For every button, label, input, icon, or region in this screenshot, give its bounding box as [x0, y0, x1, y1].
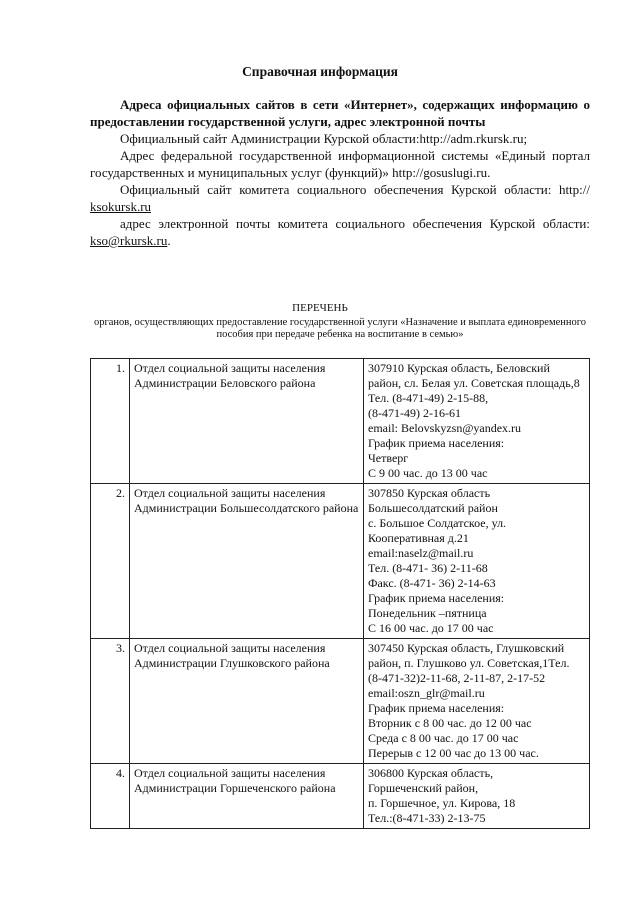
table-row — [91, 484, 590, 639]
intro-paragraph-3-text: Официальный сайт комитета социального обеспечения Курской области: http:// — [120, 182, 590, 197]
contact-line: С 9 00 час. до 13 00 час — [368, 466, 488, 480]
contact-line: График приема населения: — [368, 436, 505, 450]
contact-line: График приема населения: — [368, 591, 505, 605]
intro-paragraph-4-text: адрес электронной почты комитета социального обеспечения Курской области: — [120, 216, 590, 231]
contact-line: Среда с 8 00 час. до 17 00 час — [368, 731, 519, 745]
row-number: 4. — [91, 764, 130, 829]
contact-line: Тел. (8-471- 36) 2-11-68 — [368, 561, 488, 575]
intro-paragraph-1: Официальный сайт Администрации Курской области:http://adm.rkursk.ru; — [120, 131, 528, 146]
contact-line: Вторник с 8 00 час. до 12 00 час — [368, 716, 532, 730]
intro-heading: Адреса официальных сайтов в сети «Интернет», содержащих информацию о предоставлении государственной услуги, адрес электронной почты — [90, 97, 590, 129]
contact-line: 307450 Курская область, Глушковский район, п. Глушково ул. Советская,1Тел. (8-471-32)2-11-68, 2-11-87, 2-17-52 — [368, 641, 570, 685]
ksokursk-link[interactable]: ksokursk.ru — [90, 199, 152, 214]
row-organization: Отдел социальной защиты населения Администрации Горшеченского района — [130, 764, 364, 829]
row-contact-info — [364, 359, 590, 484]
row-organization: Отдел социальной защиты населения Администрации Глушковского района — [130, 639, 364, 764]
contact-line: Перерыв с 12 00 час до 13 00 час. — [368, 746, 539, 760]
row-contact-info — [364, 639, 590, 764]
row-organization: Отдел социальной защиты населения Администрации Беловского района — [130, 359, 364, 484]
row-contact-info — [364, 764, 590, 829]
intro-section — [90, 96, 590, 249]
kso-email-link[interactable]: kso@rkursk.ru — [90, 233, 168, 248]
table-row — [91, 764, 590, 829]
contact-line: Факс. (8-471- 36) 2-14-63 — [368, 576, 496, 590]
list-subtitle: органов, осуществляющих предоставление государственной услуги «Назначение и выплата единовременного пособия при передаче ребенка на воспитание в семью» — [93, 317, 587, 340]
page-title: Справочная информация — [242, 64, 398, 79]
row-number: 2. — [91, 484, 130, 639]
row-organization: Отдел социальной защиты населения Администрации Большесолдатского района — [130, 484, 364, 639]
row-number: 3. — [91, 639, 130, 764]
email-line[interactable]: email:oszn_glr@mail.ru — [368, 686, 485, 700]
contact-line: 307850 Курская область — [368, 486, 491, 500]
email-line[interactable]: email:naselz@mail.ru — [368, 546, 474, 560]
list-title: ПЕРЕЧЕНЬ — [292, 302, 348, 314]
contact-line: Понедельник –пятница — [368, 606, 487, 620]
agencies-table-body — [91, 359, 590, 829]
agencies-table — [90, 358, 590, 829]
table-row — [91, 639, 590, 764]
intro-paragraph-4-end: . — [167, 233, 171, 248]
intro-paragraph-3 — [90, 181, 590, 215]
intro-paragraph-4 — [90, 215, 590, 249]
contact-line: Тел. (8-471-49) 2-15-88, — [368, 391, 489, 405]
contact-line: Тел.:(8-471-33) 2-13-75 — [368, 811, 486, 825]
contact-line: (8-471-49) 2-16-61 — [368, 406, 461, 420]
contact-line: п. Горшечное, ул. Кирова, 18 — [368, 796, 516, 810]
row-number: 1. — [91, 359, 130, 484]
contact-line: Большесолдатский район — [368, 501, 498, 515]
contact-line: 307910 Курская область, Беловский район, сл. Белая ул. Советская площадь,8 — [368, 361, 580, 390]
contact-line: С 16 00 час. до 17 00 час — [368, 621, 494, 635]
row-contact-info — [364, 484, 590, 639]
table-row — [91, 359, 590, 484]
contact-line: с. Большое Солдатское, ул. Кооперативная д.21 — [368, 516, 507, 545]
contact-line: Горшеченский район, — [368, 781, 479, 795]
contact-line: Четверг — [368, 451, 409, 465]
contact-line: 306800 Курская область, — [368, 766, 494, 780]
intro-paragraph-2: Адрес федеральной государственной информационной системы «Единый портал государственных и муниципальных услуг (функций)» http://gosuslugi.ru. — [90, 148, 590, 180]
email-line[interactable]: email: Belovskyzsn@yandex.ru — [368, 421, 522, 435]
contact-line: График приема населения: — [368, 701, 505, 715]
